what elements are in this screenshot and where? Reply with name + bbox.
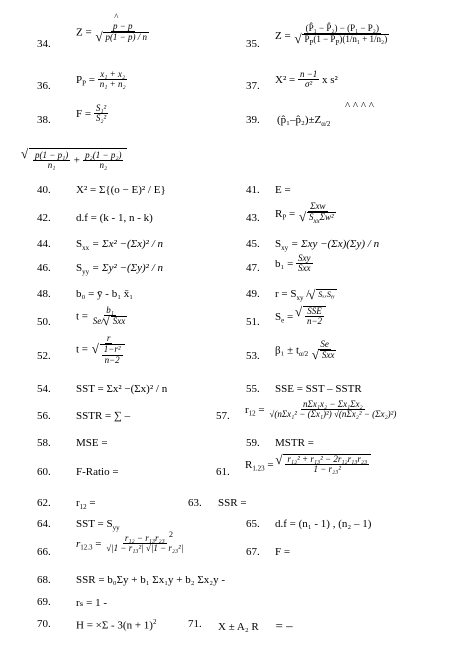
formula-multiple-r <box>245 454 371 475</box>
formula-sxy <box>275 238 379 252</box>
fraction <box>293 24 391 48</box>
expression: = Σxy −(Σx)(Σy) / n <box>290 238 380 250</box>
fraction <box>91 306 130 327</box>
equals: = <box>289 207 296 220</box>
formula-spearman: rₛ = 1 - <box>76 597 107 609</box>
equals: = <box>258 403 265 416</box>
formula-number: 39. <box>246 114 260 126</box>
lhs-sub: xy <box>281 244 289 253</box>
numerator: r₁₂ − r₁₃r₂₃ <box>124 533 165 543</box>
expression: (p̂₁–p̂₂)±Z <box>277 114 322 126</box>
formula-number: 51. <box>246 316 260 328</box>
formula-number: 61. <box>216 466 230 478</box>
lhs: SST = S <box>76 518 113 530</box>
formula-ssr-multiple: SSR = b₀Σy + b₁ Σx₁y + b₂ Σx₂y - <box>76 574 225 586</box>
denominator: σ² <box>305 79 313 90</box>
den-b: (1 − P <box>313 34 336 45</box>
formula-chi-square-variance <box>275 70 338 90</box>
formula-number: 36. <box>37 80 51 92</box>
z-alpha: α/2 <box>321 120 331 129</box>
expression: = Σx² −(Σx)² / n <box>91 238 164 250</box>
formula-se <box>275 306 326 327</box>
formula-r <box>275 288 337 302</box>
lhs: R <box>275 207 283 220</box>
formula-number: 53. <box>246 350 260 362</box>
formula-f-ratio-variances <box>76 104 108 124</box>
denominator: n₁ + n₂ <box>99 79 126 90</box>
formula-ci-slope <box>275 340 338 361</box>
fraction <box>267 400 398 420</box>
den: S <box>308 212 314 223</box>
formula-mse: MSE = <box>76 437 108 449</box>
p-hat: ^ p <box>113 21 118 31</box>
lhs: β₁ ± t <box>275 344 300 357</box>
lhs-sub: P <box>282 213 287 222</box>
denominator: S₂² <box>95 113 107 124</box>
lhs: t = <box>76 310 89 323</box>
den-a: P <box>304 34 310 45</box>
numerator: S₁² <box>95 103 107 113</box>
lhs: X² = <box>275 73 296 86</box>
formula-chi-square: X² = Σ{(o − E)² / E} <box>76 184 166 196</box>
denominator: √(nΣx₁² − (Σx₁)²) √(nΣx₂² − (Σx₂)²) <box>269 409 397 420</box>
formula-ssr: SSR = <box>218 497 247 509</box>
formula-number: 41. <box>246 184 260 196</box>
caret-marks: ^ ^ ^ ^ <box>345 100 374 112</box>
formula-f-ratio: F-Ratio = <box>76 466 119 478</box>
fraction <box>91 334 127 365</box>
numerator: √ SSE <box>307 306 322 316</box>
term-a <box>33 151 70 171</box>
formula-number: 67. <box>246 546 260 558</box>
formula-r12 <box>245 400 398 420</box>
lhs: S <box>76 238 83 250</box>
formula-number: 57. <box>216 410 230 422</box>
lhs: r <box>76 497 80 509</box>
numerator: r <box>106 333 111 343</box>
numerator: b₁ <box>106 305 114 315</box>
formula-sxx <box>76 238 163 252</box>
den-root: √ Sxx <box>320 350 337 360</box>
lhs: S <box>275 238 282 250</box>
numerator: (P̂₁ − P̂₂) − (P₁ − P₂) <box>305 23 379 33</box>
formula-number: 66. <box>37 546 51 558</box>
z-alpha: α/2 <box>299 350 309 359</box>
numerator: Σxw <box>310 201 326 211</box>
equals: = <box>95 537 102 550</box>
den: Se/ <box>92 316 104 327</box>
formula-number: 48. <box>37 288 51 300</box>
den-tail: Σw² <box>319 212 334 223</box>
formula-kruskal-h <box>76 618 156 632</box>
lhs-sub: yy <box>82 268 90 277</box>
lhs-sub: e <box>281 316 285 325</box>
term-b <box>83 151 123 171</box>
lhs: r = S <box>275 288 297 300</box>
den-c: )(1/n₁ + 1/n₂) <box>339 34 388 45</box>
lhs: t = <box>76 343 89 356</box>
numerator: Se <box>320 339 329 349</box>
den-p: P <box>309 39 314 48</box>
lhs-sub: xx <box>82 244 90 253</box>
formula-sse: SSE = SST – SSTR <box>275 383 362 395</box>
formula-number: 45. <box>246 238 260 250</box>
formula-number: 71. <box>188 618 202 630</box>
formula-number: 58. <box>37 437 51 449</box>
formula-number: 70. <box>37 618 51 630</box>
numerator <box>111 22 135 32</box>
formula-df-two: d.f = (n₁ - 1) , (n₂ – 1) <box>275 518 372 530</box>
formula-number: 44. <box>37 238 51 250</box>
lhs-sub: xy <box>296 294 304 303</box>
slash: / <box>306 288 310 300</box>
formula-df-f: d.f = (k - 1, n - k) <box>76 212 153 224</box>
formula-number: 55. <box>246 383 260 395</box>
plus: + <box>72 154 81 167</box>
den-root: √ Sxx <box>111 316 128 326</box>
formula-z-two-proportion <box>275 24 391 48</box>
formula-number: 35. <box>246 38 260 50</box>
numerator: x₁ + x₂ <box>100 69 126 79</box>
denominator: √ p(1 − p) / n <box>94 32 151 42</box>
lhs: r <box>76 537 81 550</box>
lhs-sub: P <box>82 79 87 88</box>
denominator: n−2 <box>306 316 323 327</box>
root: √ SₓₓSᵧᵧ <box>316 289 336 299</box>
denominator: √|1 − r₁₃²| √|1 − r₂₃²| <box>106 543 184 554</box>
a-num: √ p(1 − p₁) <box>35 150 69 160</box>
fraction <box>94 104 108 124</box>
lhs: S <box>76 262 83 274</box>
tail: x s² <box>322 73 338 86</box>
minus-p: − p <box>119 21 133 31</box>
lhs-sub: 1.23 <box>252 464 265 473</box>
root <box>283 454 371 475</box>
equals: = <box>286 310 294 323</box>
formula-sstr: SSTR = ∑ – <box>76 410 131 422</box>
formula-number: 42. <box>37 212 51 224</box>
fraction <box>298 70 319 90</box>
lhs: F = <box>76 107 92 120</box>
lhs: r <box>245 403 249 416</box>
expression: H = ×Σ - 3(n + 1) <box>76 619 153 632</box>
lhs: R <box>245 458 253 471</box>
root-num: √ 1−r² <box>103 344 121 355</box>
den-a: p(1 − p) <box>105 32 136 43</box>
numerator: n −1 <box>299 69 318 79</box>
lhs-sub: 12.3 <box>80 543 93 552</box>
numerator: nΣx₁x₂ − Σx₁Σx₂ <box>303 399 363 409</box>
formula-z-proportion <box>76 22 151 43</box>
lhs: P <box>76 73 83 86</box>
formula-number: 65. <box>246 518 260 530</box>
b-den: n₂ <box>99 160 108 171</box>
exponent: 2 <box>152 618 157 626</box>
b-num: p₂(1 − p₂) <box>85 150 122 160</box>
formula-sst: SST = Σx² −(Σx)² / n <box>76 383 168 395</box>
formula-number: 52. <box>37 350 51 362</box>
root <box>29 148 127 173</box>
den-b: n <box>142 32 148 43</box>
root <box>303 306 326 327</box>
formula-number: 54. <box>37 383 51 395</box>
formula-number: 69. <box>37 596 51 608</box>
lhs-sub: 12 <box>79 503 87 512</box>
fraction <box>296 254 313 274</box>
numerator: Sxy <box>298 253 311 263</box>
lhs: Z = <box>275 29 291 42</box>
exponent: 2 <box>169 530 173 539</box>
formula-number: 62. <box>37 497 51 509</box>
formula-number: 43. <box>246 212 260 224</box>
formula-number: 34. <box>37 38 51 50</box>
lhs: Z = <box>76 26 92 39</box>
formula-number: 38. <box>37 114 51 126</box>
den-sub: xx <box>313 217 320 226</box>
tail: = – <box>275 618 293 633</box>
formula-pooled-p <box>76 70 128 90</box>
lhs: b₁ = <box>275 257 294 270</box>
equals: = <box>89 497 96 509</box>
lhs: S <box>275 310 282 323</box>
equals: = <box>88 73 95 86</box>
fraction <box>311 340 339 361</box>
formula-number: 40. <box>37 184 51 196</box>
formula-syy <box>76 262 163 276</box>
formula-number: 56. <box>37 410 51 422</box>
formula-t-correlation <box>76 334 127 365</box>
formula-number: 37. <box>246 80 260 92</box>
formula-se-two-proportions <box>22 148 127 173</box>
numerator: √ r₁₂² + r₁₃² − 2r₁₂r₁₃r₂₃ <box>287 454 368 464</box>
formula-number: 64. <box>37 518 51 530</box>
lhs-sub: 12 <box>248 409 256 418</box>
formula-mstr: MSTR = <box>275 437 314 449</box>
formula-b0: b₀ = ȳ - b₁ x̄₁ <box>76 288 134 300</box>
fraction <box>94 22 151 43</box>
formula-number: 46. <box>37 262 51 274</box>
formula-expected: E = <box>275 184 291 196</box>
formula-f: F = <box>275 546 291 558</box>
formula-control-limits <box>218 618 293 634</box>
a-den: n₁ <box>47 160 56 171</box>
formula-number: 49. <box>246 288 260 300</box>
root-den: n−2 <box>104 354 120 365</box>
fraction <box>98 70 128 90</box>
formula-number: 68. <box>37 574 51 586</box>
formula-rp <box>275 202 338 226</box>
formula-number: 63. <box>188 497 202 509</box>
equals: = <box>267 458 274 471</box>
formula-number: 47. <box>246 262 260 274</box>
denominator: Sxx <box>298 263 311 274</box>
formula-number: 50. <box>37 316 51 328</box>
formula-number: 60. <box>37 466 51 478</box>
formula-b1 <box>275 254 313 274</box>
denominator <box>293 34 391 47</box>
formula-number: 59. <box>246 437 260 449</box>
formula-t-slope <box>76 306 129 327</box>
formula-ci-two-proportions <box>277 114 330 128</box>
expression: = Σy² −(Σy)² / n <box>91 262 164 274</box>
formula-sst-syy <box>76 518 120 532</box>
formula-r12-short <box>76 497 96 511</box>
den-pp: P <box>335 39 340 48</box>
lhs-sub: yy <box>112 524 120 533</box>
fraction <box>104 534 185 554</box>
fraction <box>298 202 338 226</box>
denominator: 1 − r₂₃² <box>313 464 342 475</box>
expression: X ± A₂ R <box>218 621 259 633</box>
